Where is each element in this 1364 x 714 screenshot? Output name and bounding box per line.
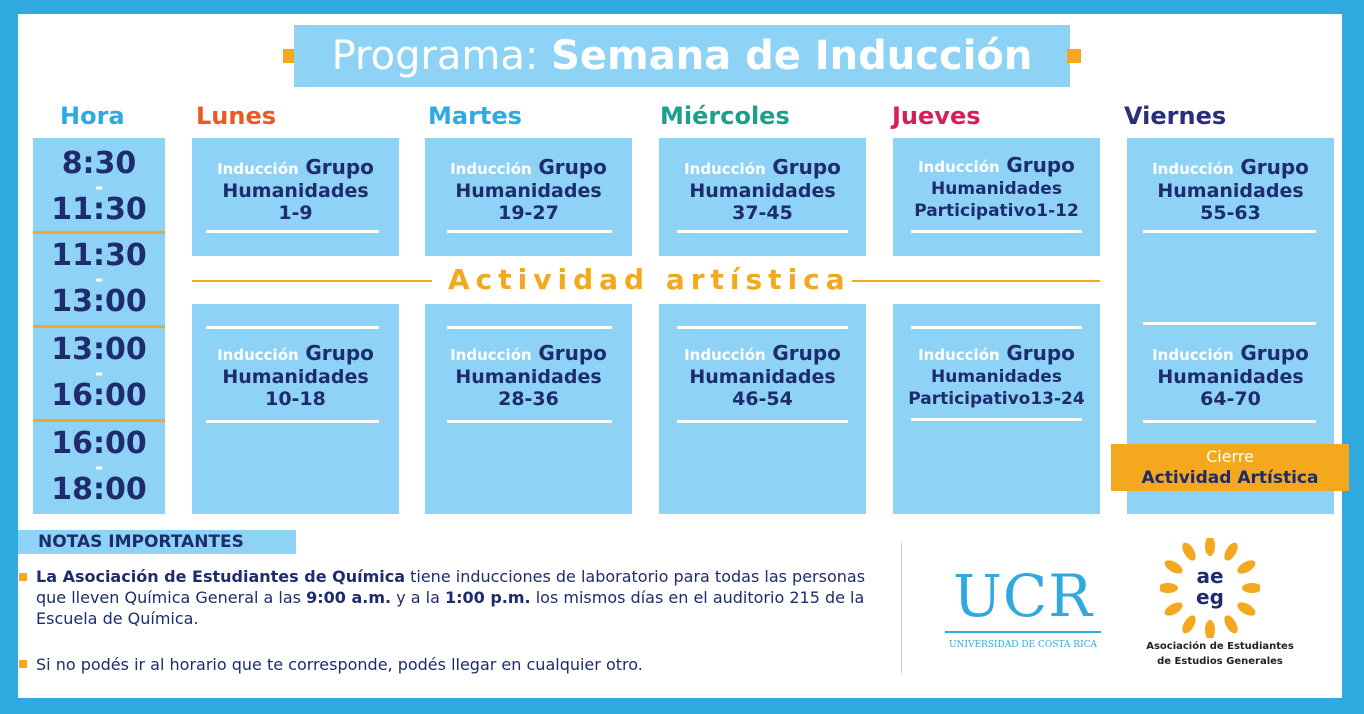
- hour-end: 13:00: [51, 284, 147, 319]
- hour-slot-1: [33, 148, 165, 226]
- hour-start: 13:00: [51, 332, 147, 367]
- white-divider: [206, 420, 379, 423]
- label-induccion: Inducción: [1152, 160, 1234, 178]
- cell-miercoles-morning: [659, 138, 866, 256]
- note-1-time-2: 1:00 p.m.: [444, 588, 531, 607]
- note-1-text-c: los mismos días en el auditorio 215 de la Escuela de Química.: [36, 588, 865, 628]
- hour-sep: -: [94, 455, 104, 479]
- label-grupo: Grupo: [772, 155, 841, 179]
- aeeg-logo-eg: eg: [1196, 585, 1224, 609]
- label-humanidades: Humanidades: [689, 180, 836, 202]
- aeeg-logo-ae: ae: [1196, 564, 1224, 588]
- label-humanidades: Humanidades: [455, 366, 602, 388]
- white-divider: [447, 420, 612, 423]
- label-induccion: Inducción: [217, 346, 299, 364]
- hour-divider: [33, 231, 165, 234]
- label-induccion: Inducción: [684, 160, 766, 178]
- label-group-range: 64-70: [1200, 388, 1261, 410]
- white-divider: [447, 230, 612, 233]
- cell-text: [1127, 342, 1334, 410]
- label-humanidades: Humanidades: [1157, 366, 1304, 388]
- label-humanidades: Humanidades: [689, 366, 836, 388]
- white-divider: [911, 418, 1082, 421]
- label-humanidades: Humanidades: [1157, 180, 1304, 202]
- header-miercoles: Miércoles: [660, 102, 790, 130]
- label-induccion: Inducción: [450, 160, 532, 178]
- label-induccion: Inducción: [918, 158, 1000, 176]
- label-group-range: 28-36: [498, 388, 559, 410]
- header-hora: Hora: [60, 102, 125, 130]
- label-group-range: 1-9: [278, 202, 313, 224]
- header-jueves: Jueves: [892, 102, 981, 130]
- actividad-line-left: [192, 280, 432, 282]
- title-right-square: [1067, 49, 1081, 63]
- note-1-org: La Asociación de Estudiantes de Química: [36, 567, 406, 586]
- note-2: Si no podés ir al horario que te corresponde, podés llegar en cualquier otro.: [36, 655, 643, 674]
- hour-slot-2: [33, 240, 165, 318]
- label-group-range: Participativo13-24: [908, 389, 1085, 409]
- label-grupo: Grupo: [1240, 341, 1309, 365]
- label-grupo: Grupo: [1006, 341, 1075, 365]
- cell-martes-afternoon: [425, 304, 632, 514]
- label-grupo: Grupo: [538, 155, 607, 179]
- white-divider: [206, 326, 379, 329]
- hour-end: 11:30: [51, 192, 147, 227]
- title-prefix: Programa:: [331, 33, 539, 79]
- hour-start: 11:30: [51, 238, 147, 273]
- label-group-range: 55-63: [1200, 202, 1261, 224]
- cell-text: [425, 156, 632, 224]
- white-divider: [206, 230, 379, 233]
- cell-jueves-morning: [893, 138, 1100, 256]
- label-induccion: Inducción: [217, 160, 299, 178]
- ucr-logo-subtitle: UNIVERSIDAD DE COSTA RICA: [948, 640, 1098, 650]
- label-humanidades: Humanidades: [931, 367, 1062, 387]
- ucr-logo-line: [945, 631, 1101, 633]
- aeeg-name-line-2: de Estudios Generales: [1157, 656, 1283, 667]
- label-humanidades: Humanidades: [222, 180, 369, 202]
- cell-lunes-afternoon: [192, 304, 399, 514]
- cell-text: [1127, 156, 1334, 224]
- label-grupo: Grupo: [305, 341, 374, 365]
- cell-text: [659, 342, 866, 410]
- cierre-badge: [1111, 444, 1349, 491]
- white-divider: [677, 420, 848, 423]
- label-humanidades: Humanidades: [455, 180, 602, 202]
- label-induccion: Inducción: [918, 346, 1000, 364]
- label-induccion: Inducción: [450, 346, 532, 364]
- hour-end: 18:00: [51, 472, 147, 507]
- vertical-divider: [901, 543, 902, 673]
- note-1-text-a: tiene inducciones de laboratorio para todas las personas que lleven Química General a las: [36, 567, 866, 607]
- label-grupo: Grupo: [1240, 155, 1309, 179]
- white-divider: [677, 230, 848, 233]
- hour-sep: -: [94, 361, 104, 385]
- label-grupo: Grupo: [305, 155, 374, 179]
- label-group-range: 19-27: [498, 202, 559, 224]
- aeeg-name-line-1: Asociación de Estudiantes: [1146, 641, 1294, 652]
- hour-sep: -: [94, 267, 104, 291]
- cell-martes-morning: [425, 138, 632, 256]
- label-grupo: Grupo: [538, 341, 607, 365]
- hour-divider: [33, 419, 165, 422]
- cell-lunes-morning: [192, 138, 399, 256]
- label-group-range: 37-45: [732, 202, 793, 224]
- hour-sep: -: [94, 175, 104, 199]
- label-grupo: Grupo: [772, 341, 841, 365]
- label-humanidades: Humanidades: [931, 179, 1062, 199]
- hour-slot-3: [33, 334, 165, 412]
- header-lunes: Lunes: [196, 102, 277, 130]
- white-divider: [677, 326, 848, 329]
- note-bullet-icon: [19, 573, 27, 581]
- ucr-logo: UCR: [953, 562, 1093, 630]
- note-1-text-b: y a la: [391, 588, 445, 607]
- title-banner: [294, 25, 1070, 87]
- note-bullet-icon: [19, 660, 27, 668]
- page-title: [294, 25, 1070, 87]
- note-1-time-1: 9:00 a.m.: [306, 588, 392, 607]
- cell-text: [192, 342, 399, 410]
- actividad-artistica-label: Actividad artística: [448, 263, 851, 296]
- label-grupo: Grupo: [1006, 153, 1075, 177]
- cell-text: [425, 342, 632, 410]
- header-viernes: Viernes: [1124, 102, 1227, 130]
- header-martes: Martes: [428, 102, 522, 130]
- cell-text: [893, 342, 1100, 410]
- hour-divider: [33, 325, 165, 328]
- title-main: Semana de Inducción: [551, 33, 1033, 79]
- cierre-activity: Actividad Artística: [1141, 468, 1319, 488]
- label-induccion: Inducción: [1152, 346, 1234, 364]
- white-divider: [911, 230, 1082, 233]
- hour-column: [33, 138, 165, 514]
- cell-text: [192, 156, 399, 224]
- notes-title: NOTAS IMPORTANTES: [38, 532, 244, 552]
- cell-text: [893, 154, 1100, 222]
- label-group-range: Participativo1-12: [914, 201, 1079, 221]
- hour-end: 16:00: [51, 378, 147, 413]
- white-divider: [911, 326, 1082, 329]
- label-group-range: 46-54: [732, 388, 793, 410]
- cell-miercoles-afternoon: [659, 304, 866, 514]
- label-group-range: 10-18: [265, 388, 326, 410]
- hour-start: 16:00: [51, 426, 147, 461]
- white-divider: [1143, 230, 1316, 233]
- note-1: [36, 566, 866, 629]
- cierre-label: Cierre: [1206, 447, 1254, 466]
- white-divider: [447, 326, 612, 329]
- label-induccion: Inducción: [684, 346, 766, 364]
- cell-text: [659, 156, 866, 224]
- hour-slot-4: [33, 428, 165, 506]
- white-divider: [1143, 322, 1316, 325]
- cell-jueves-afternoon: [893, 304, 1100, 514]
- white-divider: [1143, 420, 1316, 423]
- actividad-line-right: [852, 280, 1100, 282]
- hour-start: 8:30: [61, 146, 137, 181]
- label-humanidades: Humanidades: [222, 366, 369, 388]
